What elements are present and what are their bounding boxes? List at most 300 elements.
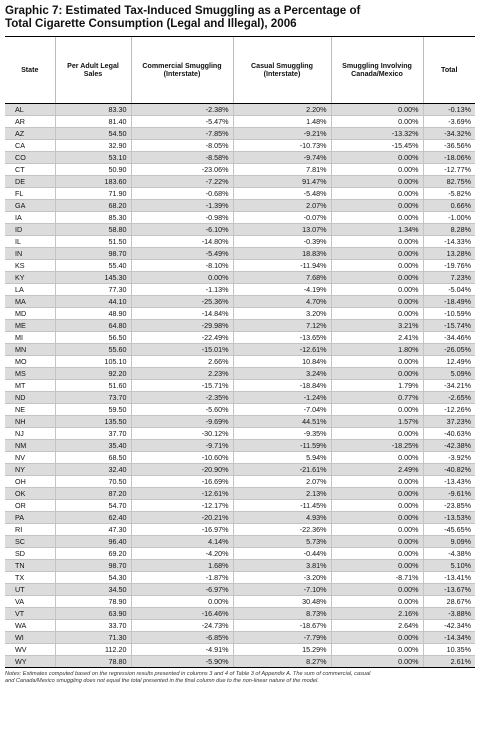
total-cell: -42.38%: [423, 440, 475, 452]
per-adult-legal-sales-cell: 92.20: [55, 368, 131, 380]
table-row: [5, 608, 475, 620]
per-adult-legal-sales-cell: 48.90: [55, 308, 131, 320]
table-row: [5, 428, 475, 440]
total-cell: -34.21%: [423, 380, 475, 392]
canada-mexico-smuggling-cell: 0.00%: [331, 584, 423, 596]
per-adult-legal-sales-cell: 145.30: [55, 272, 131, 284]
casual-smuggling-cell: 1.48%: [233, 116, 331, 128]
commercial-smuggling-cell: -5.90%: [131, 656, 233, 668]
total-cell: 2.61%: [423, 656, 475, 668]
table-row: [5, 620, 475, 632]
commercial-smuggling-cell: -8.10%: [131, 260, 233, 272]
casual-smuggling-cell: -0.07%: [233, 212, 331, 224]
title-line-1: Graphic 7: Estimated Tax-Induced Smuggling as a Percentage of: [5, 4, 361, 17]
state-cell: NH: [5, 416, 55, 428]
table-row: [5, 212, 475, 224]
casual-smuggling-cell: 2.20%: [233, 104, 331, 116]
state-cell: CT: [5, 164, 55, 176]
casual-smuggling-cell: 4.93%: [233, 512, 331, 524]
canada-mexico-smuggling-cell: 0.00%: [331, 116, 423, 128]
per-adult-legal-sales-cell: 63.90: [55, 608, 131, 620]
state-cell: IA: [5, 212, 55, 224]
per-adult-legal-sales-cell: 64.80: [55, 320, 131, 332]
state-cell: OH: [5, 476, 55, 488]
canada-mexico-smuggling-cell: 0.00%: [331, 248, 423, 260]
commercial-smuggling-cell: -1.39%: [131, 200, 233, 212]
per-adult-legal-sales-cell: 35.40: [55, 440, 131, 452]
table-row: [5, 404, 475, 416]
total-cell: 0.66%: [423, 200, 475, 212]
total-cell: -1.00%: [423, 212, 475, 224]
commercial-smuggling-cell: -0.98%: [131, 212, 233, 224]
casual-smuggling-cell: -18.67%: [233, 620, 331, 632]
per-adult-legal-sales-cell: 87.20: [55, 488, 131, 500]
total-cell: -12.77%: [423, 164, 475, 176]
casual-smuggling-cell: 10.84%: [233, 356, 331, 368]
table-row: [5, 320, 475, 332]
commercial-smuggling-cell: -8.58%: [131, 152, 233, 164]
canada-mexico-smuggling-cell: 0.00%: [331, 632, 423, 644]
total-cell: -10.59%: [423, 308, 475, 320]
canada-mexico-smuggling-cell: 0.00%: [331, 188, 423, 200]
commercial-smuggling-cell: -6.97%: [131, 584, 233, 596]
per-adult-legal-sales-cell: 55.60: [55, 344, 131, 356]
state-cell: WY: [5, 656, 55, 668]
column-header-per-adult-legal-sales: Per Adult Legal Sales: [55, 37, 131, 104]
per-adult-legal-sales-cell: 56.50: [55, 332, 131, 344]
casual-smuggling-cell: -3.20%: [233, 572, 331, 584]
column-header-state: State: [5, 37, 55, 104]
casual-smuggling-cell: -11.94%: [233, 260, 331, 272]
per-adult-legal-sales-cell: 32.90: [55, 140, 131, 152]
commercial-smuggling-cell: -12.17%: [131, 500, 233, 512]
state-cell: NE: [5, 404, 55, 416]
canada-mexico-smuggling-cell: 0.00%: [331, 476, 423, 488]
casual-smuggling-cell: 7.68%: [233, 272, 331, 284]
canada-mexico-smuggling-cell: 0.00%: [331, 488, 423, 500]
state-cell: MD: [5, 308, 55, 320]
casual-smuggling-cell: -7.04%: [233, 404, 331, 416]
table-row: [5, 164, 475, 176]
total-cell: -9.61%: [423, 488, 475, 500]
commercial-smuggling-cell: -25.36%: [131, 296, 233, 308]
notes-line-1: Notes: Estimates computed based on the regression results presented in columns 3 and 4 of Table 3 of Appendix A. The sum of commercial, casual: [5, 671, 371, 677]
per-adult-legal-sales-cell: 58.80: [55, 224, 131, 236]
table-row: [5, 560, 475, 572]
casual-smuggling-cell: -7.10%: [233, 584, 331, 596]
casual-smuggling-cell: 4.70%: [233, 296, 331, 308]
commercial-smuggling-cell: -6.10%: [131, 224, 233, 236]
total-cell: -0.13%: [423, 104, 475, 116]
column-header-commercial-smuggling: Commercial Smuggling (Interstate): [131, 37, 233, 104]
state-cell: SD: [5, 548, 55, 560]
canada-mexico-smuggling-cell: 2.41%: [331, 332, 423, 344]
table-row: [5, 536, 475, 548]
table-row: [5, 356, 475, 368]
casual-smuggling-cell: 7.12%: [233, 320, 331, 332]
commercial-smuggling-cell: -2.38%: [131, 104, 233, 116]
per-adult-legal-sales-cell: 51.50: [55, 236, 131, 248]
per-adult-legal-sales-cell: 54.70: [55, 500, 131, 512]
total-cell: -42.34%: [423, 620, 475, 632]
per-adult-legal-sales-cell: 78.80: [55, 656, 131, 668]
state-cell: TN: [5, 560, 55, 572]
canada-mexico-smuggling-cell: 0.00%: [331, 524, 423, 536]
commercial-smuggling-cell: -14.84%: [131, 308, 233, 320]
per-adult-legal-sales-cell: 98.70: [55, 560, 131, 572]
per-adult-legal-sales-cell: 135.50: [55, 416, 131, 428]
per-adult-legal-sales-cell: 73.70: [55, 392, 131, 404]
total-cell: -13.41%: [423, 572, 475, 584]
canada-mexico-smuggling-cell: -18.25%: [331, 440, 423, 452]
commercial-smuggling-cell: 4.14%: [131, 536, 233, 548]
title-line-2: Total Cigarette Consumption (Legal and Illegal), 2006: [5, 17, 297, 30]
table-row: [5, 116, 475, 128]
canada-mexico-smuggling-cell: 0.00%: [331, 356, 423, 368]
table-row: [5, 488, 475, 500]
table-row: [5, 344, 475, 356]
total-cell: 12.49%: [423, 356, 475, 368]
table-row: [5, 308, 475, 320]
canada-mexico-smuggling-cell: 0.00%: [331, 176, 423, 188]
total-cell: -15.74%: [423, 320, 475, 332]
casual-smuggling-cell: 2.07%: [233, 476, 331, 488]
state-cell: WA: [5, 620, 55, 632]
table-row: [5, 188, 475, 200]
canada-mexico-smuggling-cell: 0.00%: [331, 536, 423, 548]
casual-smuggling-cell: -10.73%: [233, 140, 331, 152]
state-cell: MS: [5, 368, 55, 380]
table-row: [5, 152, 475, 164]
table-body: [5, 104, 475, 668]
chart-title: [5, 4, 475, 30]
table-row: [5, 368, 475, 380]
canada-mexico-smuggling-cell: 0.00%: [331, 272, 423, 284]
canada-mexico-smuggling-cell: 0.00%: [331, 548, 423, 560]
casual-smuggling-cell: -21.61%: [233, 464, 331, 476]
total-cell: -3.88%: [423, 608, 475, 620]
table-row: [5, 452, 475, 464]
header-row: [5, 37, 475, 104]
table-row: [5, 140, 475, 152]
per-adult-legal-sales-cell: 51.60: [55, 380, 131, 392]
state-cell: ME: [5, 320, 55, 332]
per-adult-legal-sales-cell: 50.90: [55, 164, 131, 176]
total-cell: 7.23%: [423, 272, 475, 284]
per-adult-legal-sales-cell: 55.40: [55, 260, 131, 272]
commercial-smuggling-cell: -5.49%: [131, 248, 233, 260]
per-adult-legal-sales-cell: 37.70: [55, 428, 131, 440]
state-cell: MT: [5, 380, 55, 392]
total-cell: 13.28%: [423, 248, 475, 260]
table-row: [5, 524, 475, 536]
commercial-smuggling-cell: -29.98%: [131, 320, 233, 332]
table-row: [5, 248, 475, 260]
canada-mexico-smuggling-cell: 2.49%: [331, 464, 423, 476]
per-adult-legal-sales-cell: 70.50: [55, 476, 131, 488]
canada-mexico-smuggling-cell: 0.00%: [331, 104, 423, 116]
state-cell: MN: [5, 344, 55, 356]
state-cell: CA: [5, 140, 55, 152]
canada-mexico-smuggling-cell: 0.77%: [331, 392, 423, 404]
total-cell: -45.65%: [423, 524, 475, 536]
canada-mexico-smuggling-cell: 0.00%: [331, 560, 423, 572]
total-cell: 9.09%: [423, 536, 475, 548]
commercial-smuggling-cell: -24.73%: [131, 620, 233, 632]
commercial-smuggling-cell: -15.71%: [131, 380, 233, 392]
total-cell: -2.65%: [423, 392, 475, 404]
per-adult-legal-sales-cell: 32.40: [55, 464, 131, 476]
total-cell: 5.10%: [423, 560, 475, 572]
commercial-smuggling-cell: -5.47%: [131, 116, 233, 128]
table-row: [5, 104, 475, 116]
per-adult-legal-sales-cell: 77.30: [55, 284, 131, 296]
total-cell: -3.92%: [423, 452, 475, 464]
canada-mexico-smuggling-cell: 0.00%: [331, 404, 423, 416]
total-cell: -5.04%: [423, 284, 475, 296]
total-cell: -40.63%: [423, 428, 475, 440]
per-adult-legal-sales-cell: 54.50: [55, 128, 131, 140]
per-adult-legal-sales-cell: 71.30: [55, 632, 131, 644]
casual-smuggling-cell: 7.81%: [233, 164, 331, 176]
total-cell: -36.56%: [423, 140, 475, 152]
casual-smuggling-cell: -9.21%: [233, 128, 331, 140]
commercial-smuggling-cell: -20.90%: [131, 464, 233, 476]
casual-smuggling-cell: -11.45%: [233, 500, 331, 512]
per-adult-legal-sales-cell: 183.60: [55, 176, 131, 188]
total-cell: 5.09%: [423, 368, 475, 380]
total-cell: -12.26%: [423, 404, 475, 416]
commercial-smuggling-cell: -16.97%: [131, 524, 233, 536]
state-cell: VT: [5, 608, 55, 620]
table-row: [5, 500, 475, 512]
canada-mexico-smuggling-cell: 0.00%: [331, 164, 423, 176]
per-adult-legal-sales-cell: 69.20: [55, 548, 131, 560]
commercial-smuggling-cell: -23.06%: [131, 164, 233, 176]
table-row: [5, 200, 475, 212]
per-adult-legal-sales-cell: 83.30: [55, 104, 131, 116]
canada-mexico-smuggling-cell: 3.21%: [331, 320, 423, 332]
per-adult-legal-sales-cell: 98.70: [55, 248, 131, 260]
column-header-total: Total: [423, 37, 475, 104]
commercial-smuggling-cell: -20.21%: [131, 512, 233, 524]
casual-smuggling-cell: -13.65%: [233, 332, 331, 344]
table-row: [5, 440, 475, 452]
canada-mexico-smuggling-cell: 0.00%: [331, 368, 423, 380]
commercial-smuggling-cell: -16.69%: [131, 476, 233, 488]
state-cell: MO: [5, 356, 55, 368]
casual-smuggling-cell: 5.73%: [233, 536, 331, 548]
table-row: [5, 512, 475, 524]
canada-mexico-smuggling-cell: 0.00%: [331, 308, 423, 320]
state-cell: RI: [5, 524, 55, 536]
table-row: [5, 284, 475, 296]
casual-smuggling-cell: 30.48%: [233, 596, 331, 608]
canada-mexico-smuggling-cell: -15.45%: [331, 140, 423, 152]
per-adult-legal-sales-cell: 33.70: [55, 620, 131, 632]
state-cell: OR: [5, 500, 55, 512]
commercial-smuggling-cell: -4.91%: [131, 644, 233, 656]
state-cell: AL: [5, 104, 55, 116]
state-cell: NJ: [5, 428, 55, 440]
table-row: [5, 224, 475, 236]
canada-mexico-smuggling-cell: 1.80%: [331, 344, 423, 356]
table-row: [5, 296, 475, 308]
canada-mexico-smuggling-cell: 0.00%: [331, 656, 423, 668]
casual-smuggling-cell: -0.44%: [233, 548, 331, 560]
casual-smuggling-cell: -5.48%: [233, 188, 331, 200]
total-cell: 28.67%: [423, 596, 475, 608]
total-cell: -19.76%: [423, 260, 475, 272]
total-cell: 8.28%: [423, 224, 475, 236]
state-cell: MA: [5, 296, 55, 308]
commercial-smuggling-cell: -22.49%: [131, 332, 233, 344]
table-row: [5, 584, 475, 596]
total-cell: -18.06%: [423, 152, 475, 164]
state-cell: ID: [5, 224, 55, 236]
casual-smuggling-cell: -7.79%: [233, 632, 331, 644]
canada-mexico-smuggling-cell: 0.00%: [331, 428, 423, 440]
casual-smuggling-cell: 3.81%: [233, 560, 331, 572]
commercial-smuggling-cell: -6.85%: [131, 632, 233, 644]
per-adult-legal-sales-cell: 85.30: [55, 212, 131, 224]
casual-smuggling-cell: -9.74%: [233, 152, 331, 164]
state-cell: TX: [5, 572, 55, 584]
commercial-smuggling-cell: 2.66%: [131, 356, 233, 368]
per-adult-legal-sales-cell: 78.90: [55, 596, 131, 608]
commercial-smuggling-cell: -1.87%: [131, 572, 233, 584]
commercial-smuggling-cell: -0.68%: [131, 188, 233, 200]
canada-mexico-smuggling-cell: 0.00%: [331, 596, 423, 608]
table-row: [5, 656, 475, 668]
total-cell: -13.43%: [423, 476, 475, 488]
state-cell: CO: [5, 152, 55, 164]
per-adult-legal-sales-cell: 68.20: [55, 200, 131, 212]
state-cell: NV: [5, 452, 55, 464]
canada-mexico-smuggling-cell: 0.00%: [331, 500, 423, 512]
commercial-smuggling-cell: -4.20%: [131, 548, 233, 560]
per-adult-legal-sales-cell: 62.40: [55, 512, 131, 524]
casual-smuggling-cell: -9.35%: [233, 428, 331, 440]
table-row: [5, 476, 475, 488]
per-adult-legal-sales-cell: 47.30: [55, 524, 131, 536]
casual-smuggling-cell: -18.84%: [233, 380, 331, 392]
table-row: [5, 416, 475, 428]
casual-smuggling-cell: 5.94%: [233, 452, 331, 464]
casual-smuggling-cell: 3.20%: [233, 308, 331, 320]
total-cell: 37.23%: [423, 416, 475, 428]
per-adult-legal-sales-cell: 68.50: [55, 452, 131, 464]
per-adult-legal-sales-cell: 112.20: [55, 644, 131, 656]
table-row: [5, 464, 475, 476]
commercial-smuggling-cell: -9.71%: [131, 440, 233, 452]
commercial-smuggling-cell: -15.01%: [131, 344, 233, 356]
total-cell: -26.05%: [423, 344, 475, 356]
casual-smuggling-cell: 44.51%: [233, 416, 331, 428]
total-cell: -3.69%: [423, 116, 475, 128]
table-row: [5, 572, 475, 584]
canada-mexico-smuggling-cell: 0.00%: [331, 512, 423, 524]
state-cell: ND: [5, 392, 55, 404]
casual-smuggling-cell: 2.07%: [233, 200, 331, 212]
commercial-smuggling-cell: -10.60%: [131, 452, 233, 464]
commercial-smuggling-cell: -7.22%: [131, 176, 233, 188]
commercial-smuggling-cell: -16.46%: [131, 608, 233, 620]
canada-mexico-smuggling-cell: 1.34%: [331, 224, 423, 236]
total-cell: -40.82%: [423, 464, 475, 476]
table-row: [5, 380, 475, 392]
canada-mexico-smuggling-cell: 2.64%: [331, 620, 423, 632]
per-adult-legal-sales-cell: 53.10: [55, 152, 131, 164]
commercial-smuggling-cell: 2.23%: [131, 368, 233, 380]
state-cell: DE: [5, 176, 55, 188]
per-adult-legal-sales-cell: 44.10: [55, 296, 131, 308]
canada-mexico-smuggling-cell: 0.00%: [331, 200, 423, 212]
canada-mexico-smuggling-cell: 0.00%: [331, 284, 423, 296]
casual-smuggling-cell: -4.19%: [233, 284, 331, 296]
per-adult-legal-sales-cell: 34.50: [55, 584, 131, 596]
total-cell: -14.33%: [423, 236, 475, 248]
canada-mexico-smuggling-cell: 0.00%: [331, 296, 423, 308]
casual-smuggling-cell: -12.61%: [233, 344, 331, 356]
total-cell: -5.82%: [423, 188, 475, 200]
casual-smuggling-cell: -11.59%: [233, 440, 331, 452]
commercial-smuggling-cell: 1.68%: [131, 560, 233, 572]
notes: [5, 671, 473, 684]
canada-mexico-smuggling-cell: -8.71%: [331, 572, 423, 584]
commercial-smuggling-cell: -30.12%: [131, 428, 233, 440]
state-cell: AR: [5, 116, 55, 128]
state-cell: IN: [5, 248, 55, 260]
canada-mexico-smuggling-cell: 0.00%: [331, 236, 423, 248]
state-cell: NM: [5, 440, 55, 452]
table-row: [5, 272, 475, 284]
notes-line-2: and Canada/Mexico smuggling does not equal the total presented in the final column due to the non-linear nature of the model.: [5, 677, 319, 684]
commercial-smuggling-cell: -9.69%: [131, 416, 233, 428]
total-cell: -14.34%: [423, 632, 475, 644]
table-row: [5, 332, 475, 344]
canada-mexico-smuggling-cell: 0.00%: [331, 260, 423, 272]
state-cell: LA: [5, 284, 55, 296]
commercial-smuggling-cell: -7.85%: [131, 128, 233, 140]
per-adult-legal-sales-cell: 96.40: [55, 536, 131, 548]
state-cell: KS: [5, 260, 55, 272]
state-cell: IL: [5, 236, 55, 248]
state-cell: KY: [5, 272, 55, 284]
casual-smuggling-cell: -1.24%: [233, 392, 331, 404]
total-cell: 82.75%: [423, 176, 475, 188]
casual-smuggling-cell: 8.27%: [233, 656, 331, 668]
state-cell: WV: [5, 644, 55, 656]
table-row: [5, 176, 475, 188]
canada-mexico-smuggling-cell: 0.00%: [331, 212, 423, 224]
state-cell: MI: [5, 332, 55, 344]
state-cell: NY: [5, 464, 55, 476]
table-row: [5, 128, 475, 140]
per-adult-legal-sales-cell: 81.40: [55, 116, 131, 128]
data-table: [5, 36, 475, 668]
casual-smuggling-cell: -22.36%: [233, 524, 331, 536]
canada-mexico-smuggling-cell: -13.32%: [331, 128, 423, 140]
total-cell: -4.38%: [423, 548, 475, 560]
table-row: [5, 644, 475, 656]
canada-mexico-smuggling-cell: 0.00%: [331, 644, 423, 656]
column-header-canada-mexico-smuggling: Smuggling Involving Canada/Mexico: [331, 37, 423, 104]
commercial-smuggling-cell: -12.61%: [131, 488, 233, 500]
state-cell: SC: [5, 536, 55, 548]
canada-mexico-smuggling-cell: 0.00%: [331, 152, 423, 164]
per-adult-legal-sales-cell: 59.50: [55, 404, 131, 416]
